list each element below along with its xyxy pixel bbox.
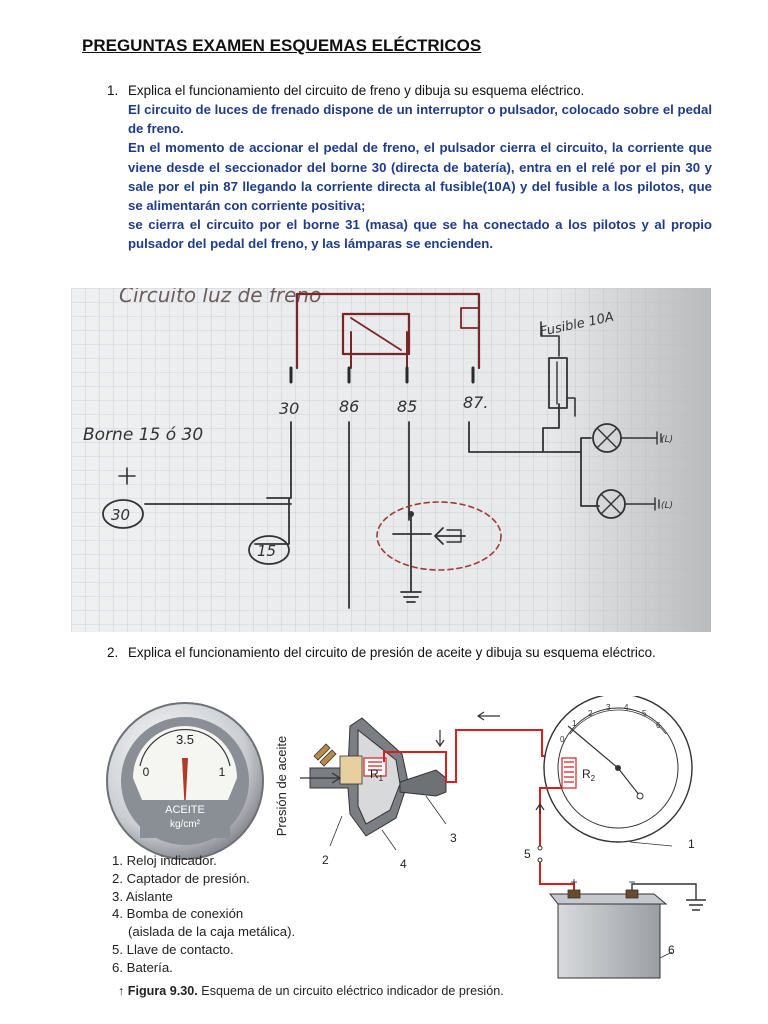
dial-tick-1: 1	[572, 719, 577, 728]
legend-item-3: 3. Aislante	[112, 888, 173, 904]
pressure-dial	[544, 696, 692, 842]
r1-label: $R_1$	[370, 767, 384, 783]
legend-item-6: 6. Batería.	[112, 959, 173, 975]
pin-30-label: 30	[279, 399, 300, 418]
pin-85-label: 85	[397, 397, 418, 416]
callout-3: 3	[450, 831, 457, 845]
battery-plus: +	[570, 875, 578, 889]
battery	[550, 875, 666, 978]
callout-5: 5	[524, 847, 531, 861]
gauge-name: ACEITE	[165, 804, 205, 816]
circle-15-label: 15	[257, 542, 277, 560]
question-2-text: Explica el funcionamiento del circuito de presión de aceite y dibuja su esquema eléctrico.	[128, 645, 656, 660]
question-1-text: Explica el funcionamiento del circuito de freno y dibuja su esquema eléctrico.	[128, 83, 585, 98]
oil-gauge	[107, 703, 263, 859]
gauge-unit: kg/cm²	[170, 819, 200, 830]
pin-87-label: 87.	[463, 393, 489, 412]
answer-1	[128, 100, 712, 254]
borne-label: Borne 15 ó 30	[83, 425, 204, 445]
dial-tick-4: 4	[624, 703, 629, 712]
answer-1-paragraph-1: El circuito de luces de frenado dispone de un interruptor o pulsador, colocado sobre el pedal de freno.	[128, 102, 712, 137]
question-2	[107, 644, 712, 662]
r2-label: $R_2$	[582, 767, 596, 783]
legend-item-4-detail: (aislada de la caja metálica).	[128, 924, 296, 940]
question-2-number: 2.	[107, 645, 119, 660]
question-1	[107, 82, 712, 100]
dial-tick-2: 2	[588, 709, 593, 718]
caption-figure-number: Figura 9.30.	[127, 984, 198, 998]
legend-item-4: 4. Bomba de conexión	[112, 906, 244, 922]
callout-6: 6	[668, 943, 675, 957]
legend-item-5: 5. Llave de contacto.	[112, 941, 234, 957]
dial-tick-6: 6	[656, 721, 661, 730]
dial-tick-3: 3	[606, 703, 611, 712]
figure-legend	[112, 852, 295, 977]
dial-tick-0: 0	[560, 735, 565, 744]
dial-tick-5: 5	[642, 709, 647, 718]
answer-1-paragraph-2: En el momento de accionar el pedal de freno, el pulsador cierra el circuito, la corriente que viene desde el seccionador del borne 30 (directa de batería), entra en el relé por el pin 30 y sale por el pin 87 llegando la corriente directa al fusible(10A) y del fusible a los pilotos, que se alimentarán con corriente positiva;	[128, 140, 712, 214]
tail-light-1-label: (L)	[661, 435, 674, 445]
circle-30-label: 30	[111, 506, 131, 524]
page-title: PREGUNTAS EXAMEN ESQUEMAS ELÉCTRICOS	[82, 36, 482, 55]
caption-arrow-icon: ↑	[118, 984, 125, 998]
pin-86-label: 86	[339, 397, 360, 416]
legend-item-2: 2. Captador de presión.	[112, 870, 250, 886]
pressure-sensor	[300, 718, 446, 836]
caption-text: Esquema de un circuito eléctrico indicador de presión.	[201, 984, 504, 998]
tail-light-2-label: (L)	[661, 501, 674, 511]
callout-4: 4	[400, 857, 407, 871]
axis-label: Presión de aceite	[274, 735, 289, 837]
gauge-min: 0	[142, 765, 150, 779]
fusible-label: Fusible 10A	[538, 309, 616, 340]
legend-item-1: 1. Reloj indicador.	[112, 853, 217, 868]
question-1-number: 1.	[107, 83, 119, 98]
brake-circuit-photo	[71, 288, 711, 632]
gauge-value: 3.5	[175, 732, 195, 747]
photo-title-scribble: Circuito luz de freno	[119, 288, 322, 307]
gauge-max: 1	[218, 765, 226, 779]
callout-2: 2	[322, 853, 329, 867]
callout-1: 1	[688, 837, 695, 851]
answer-1-paragraph-3: se cierra el circuito por el borne 31 (masa) que se ha conectado a los pilotos y al propio pulsador del pedal del freno, y las lámparas se encienden.	[128, 217, 712, 252]
battery-minus: −	[628, 875, 636, 889]
figure-caption	[118, 984, 504, 998]
